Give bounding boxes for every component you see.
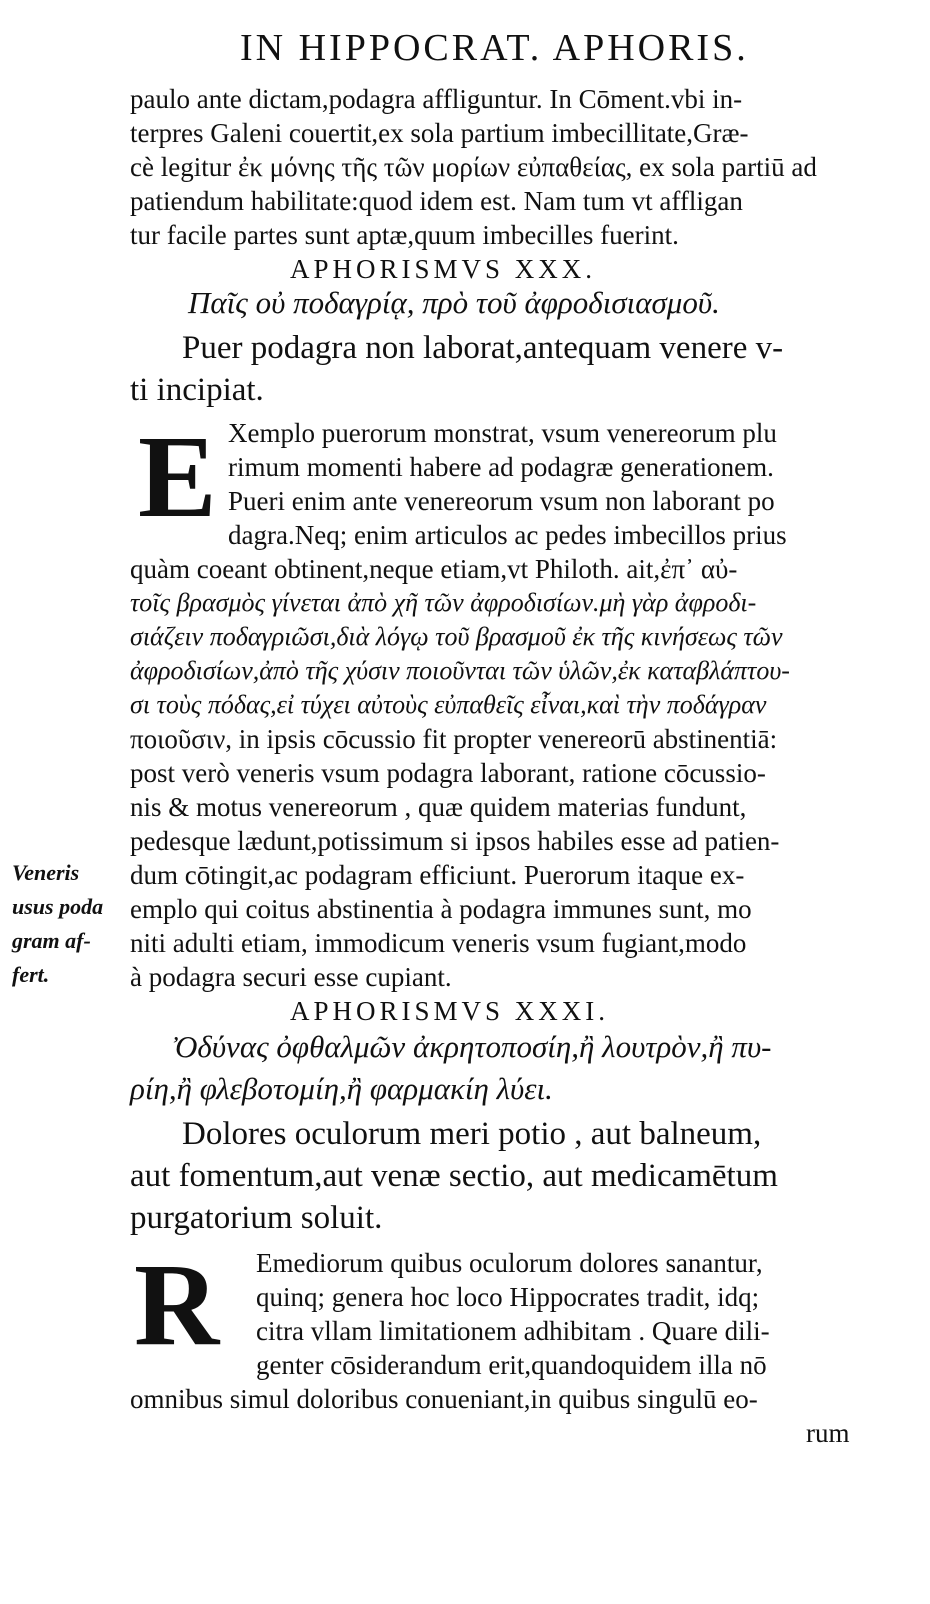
comment-line: ποιοῦσιν, in ipsis cōcussio fit propter venereorū abstinentiā: [130, 724, 778, 754]
aphorism-30-greek: Παῖς οὐ ποδαγρίᾳ, πρὸ τοῦ ἀφροδισιασμοῦ. [188, 285, 720, 320]
aphorism-30-latin: Puer podagra non laborat,antequam venere v- [182, 330, 784, 366]
margin-note-line: usus poda [12, 894, 104, 919]
aphorism-31-latin: Dolores oculorum meri potio , aut balneum, [182, 1116, 762, 1152]
comment-line: Pueri enim ante venereorum vsum non laborant po [228, 486, 775, 516]
comment-line: post verò veneris vsum podagra laborant, ratione cōcussio- [130, 758, 766, 788]
margin-note-line: Veneris [12, 860, 80, 885]
dropcap-r: R [134, 1239, 220, 1370]
comment-line: dagra.Neq; enim articulos ac pedes imbecillos prius [228, 520, 787, 550]
comment-line: nis & motus venereorum , quæ quidem materias fundunt, [130, 792, 747, 822]
aphorism-31-latin: purgatorium soluit. [130, 1200, 383, 1236]
comment-line: quàm coeant obtinent,neque etiam,vt Philoth. ait,ἐπ᾽ αὐ- [130, 554, 738, 584]
comment-line: τοῖς βρασμὸς γίνεται ἀπὸ χῆ τῶν ἀφροδισίων.μὴ γὰρ ἀφροδι- [130, 588, 757, 617]
aphorism-30-heading: APHORISMVS XXX. [290, 254, 597, 284]
intro-line: paulo ante dictam,podagra affliguntur. In Cōment.vbi in- [130, 84, 743, 114]
margin-note-line: gram af- [12, 928, 91, 953]
comment-line: niti adulti etiam, immodicum veneris vsum fugiant,modo [130, 928, 747, 958]
running-title: IN HIPPOCRAT. APHORIS. [240, 27, 749, 69]
aphorism-31-latin: aut fomentum,aut venæ sectio, aut medicamētum [130, 1158, 778, 1194]
comment-line: rimum momenti habere ad podagræ generationem. [228, 452, 774, 482]
comment-line: σι τοὺς πόδας,εἰ τύχει αὐτοὺς εὐπαθεῖς εἶναι,καὶ τὴν ποδάγραν [130, 690, 767, 719]
catchword: rum [806, 1418, 850, 1448]
comment-line: quinq; genera hoc loco Hippocrates tradit, idq; [256, 1282, 760, 1312]
comment-line: genter cōsiderandum erit,quandoquidem illa nō [256, 1350, 767, 1380]
comment-line: pedesque lædunt,potissimum si ipsos habiles esse ad patien- [130, 826, 780, 856]
aphorism-30-latin: ti incipiat. [130, 372, 264, 408]
aphorism-31-heading: APHORISMVS XXXI. [290, 996, 610, 1026]
comment-line: emplo qui coitus abstinentia à podagra immunes sunt, mo [130, 894, 752, 924]
comment-line: σιάζειν ποδαγριῶσι,διὰ λόγῳ τοῦ βρασμοῦ ἐκ τῆς κινήσεως τῶν [130, 622, 783, 651]
comment-line: omnibus simul doloribus conueniant,in quibus singulū eo- [130, 1384, 758, 1414]
intro-line: cè legitur ἐκ μόνης τῆς τῶν μορίων εὐπαθείας, ex sola partiū ad [130, 152, 817, 182]
comment-line: à podagra securi esse cupiant. [130, 962, 452, 992]
margin-note-line: fert. [12, 962, 50, 987]
aphorism-31-greek: ρίη,ἢ φλεβοτομίη,ἢ φαρμακίη λύει. [130, 1071, 553, 1106]
comment-line: dum cōtingit,ac podagram efficiunt. Puerorum itaque ex- [130, 860, 745, 890]
comment-line: Emediorum quibus oculorum dolores sanantur, [256, 1248, 763, 1278]
comment-line: ἀφροδισίων,ἀπὸ τῆς χύσιν ποιοῦνται τῶν ὑλῶν,ἐκ καταβλάπτου- [130, 656, 790, 685]
intro-line: patiendum habilitate:quod idem est. Nam tum vt affligan [130, 186, 743, 216]
intro-line: terpres Galeni couertit,ex sola partium imbecillitate,Græ- [130, 118, 749, 148]
comment-line: Xemplo puerorum monstrat, vsum venereorum plu [228, 418, 777, 448]
aphorism-31-greek: Ὀδύνας ὀφθαλμῶν ἀκρητοποσίη,ἢ λουτρὸν,ἢ πυ- [172, 1029, 772, 1064]
intro-line: tur facile partes sunt aptæ,quum imbecilles fuerint. [130, 220, 679, 250]
dropcap-e: E [138, 411, 217, 542]
comment-line: citra vllam limitationem adhibitam . Quare dili- [256, 1316, 770, 1346]
